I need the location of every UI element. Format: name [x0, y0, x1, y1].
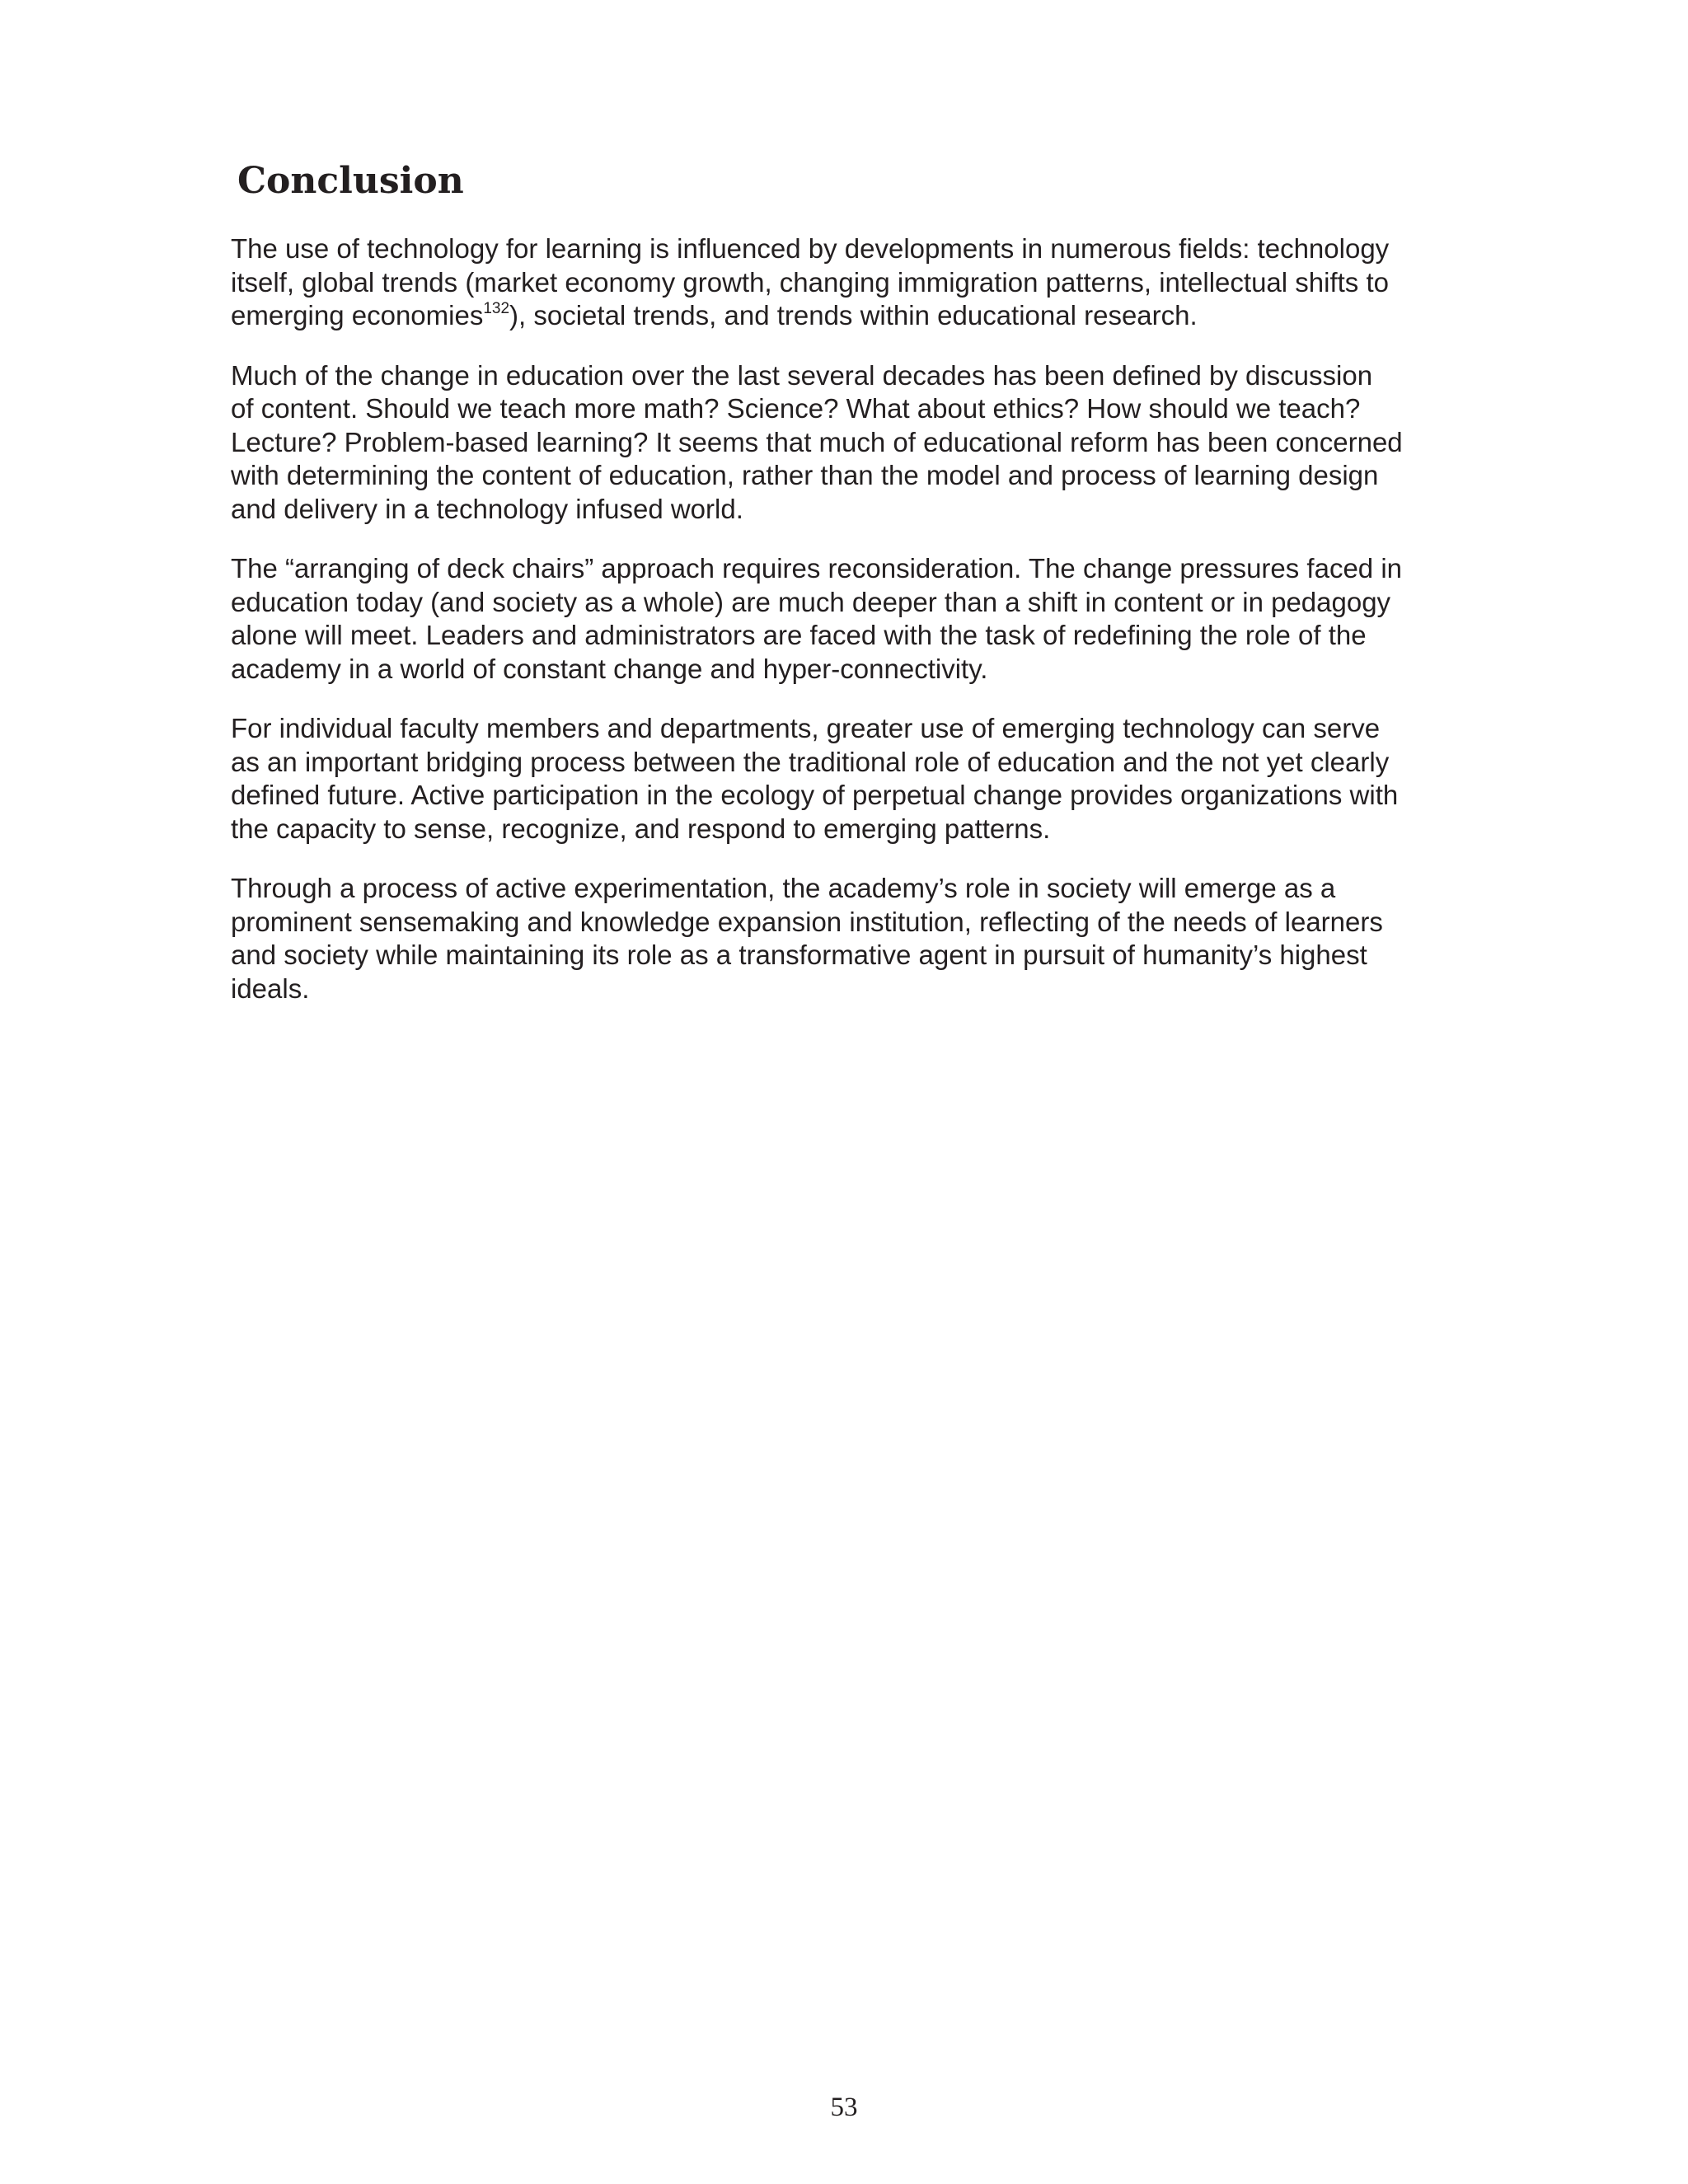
text-segment: ), societal trends, and trends within educational research. — [509, 300, 1198, 330]
text-line: and delivery in a technology infused world. — [231, 493, 743, 524]
text-line: defined future. Active participation in the ecology of perpetual change provides organizations with — [231, 780, 1399, 810]
text-line: ideals. — [231, 972, 310, 1004]
text-line: Lecture? Problem-based learning? It seems that much of educational reform has been concerned — [231, 426, 1403, 457]
text-line: prominent sensemaking and knowledge expansion institution, reflecting of the needs of learners — [231, 906, 1383, 937]
body-text — [231, 232, 1451, 1032]
text-line: the capacity to sense, recognize, and respond to emerging patterns. — [231, 813, 1051, 844]
text-line — [231, 299, 1451, 333]
text-line: academy in a world of constant change and hyper-connectivity. — [231, 653, 988, 684]
paragraph-3 — [231, 552, 1451, 686]
text-line: The “arranging of deck chairs” approach requires reconsideration. The change pressures faced in — [231, 553, 1403, 583]
paragraph-2 — [231, 359, 1451, 527]
text-line: The use of technology for learning is influenced by developments in numerous fields: technology — [231, 233, 1390, 264]
text-line: For individual faculty members and departments, greater use of emerging technology can serve — [231, 713, 1381, 743]
text-line: with determining the content of education, rather than the model and process of learning design — [231, 460, 1379, 490]
text-segment: emerging economies — [231, 300, 484, 330]
paragraph-5 — [231, 872, 1451, 1005]
text-line: itself, global trends (market economy growth, changing immigration patterns, intellectual shifts to — [231, 266, 1389, 298]
text-line: alone will meet. Leaders and administrators are faced with the task of redefining the role of the — [231, 620, 1367, 650]
text-line: of content. Should we teach more math? Science? What about ethics? How should we teach? — [231, 393, 1361, 424]
page-number: 53 — [830, 2093, 858, 2122]
text-line: education today (and society as a whole) are much deeper than a shift in content or in pedagogy — [231, 586, 1391, 617]
text-line: as an important bridging process between the traditional role of education and the not yet clearly — [231, 746, 1390, 777]
text-line: Through a process of active experimentation, the academy’s role in society will emerge as a — [231, 873, 1336, 903]
paragraph-1 — [231, 232, 1451, 333]
text-line: and society while maintaining its role as a transformative agent in pursuit of humanity’s highest — [231, 940, 1367, 970]
footnote-reference: 132 — [483, 300, 510, 317]
section-heading: Conclusion — [237, 160, 464, 202]
paragraph-4 — [231, 712, 1451, 846]
text-line: Much of the change in education over the last several decades has been defined by discussion — [231, 359, 1373, 391]
